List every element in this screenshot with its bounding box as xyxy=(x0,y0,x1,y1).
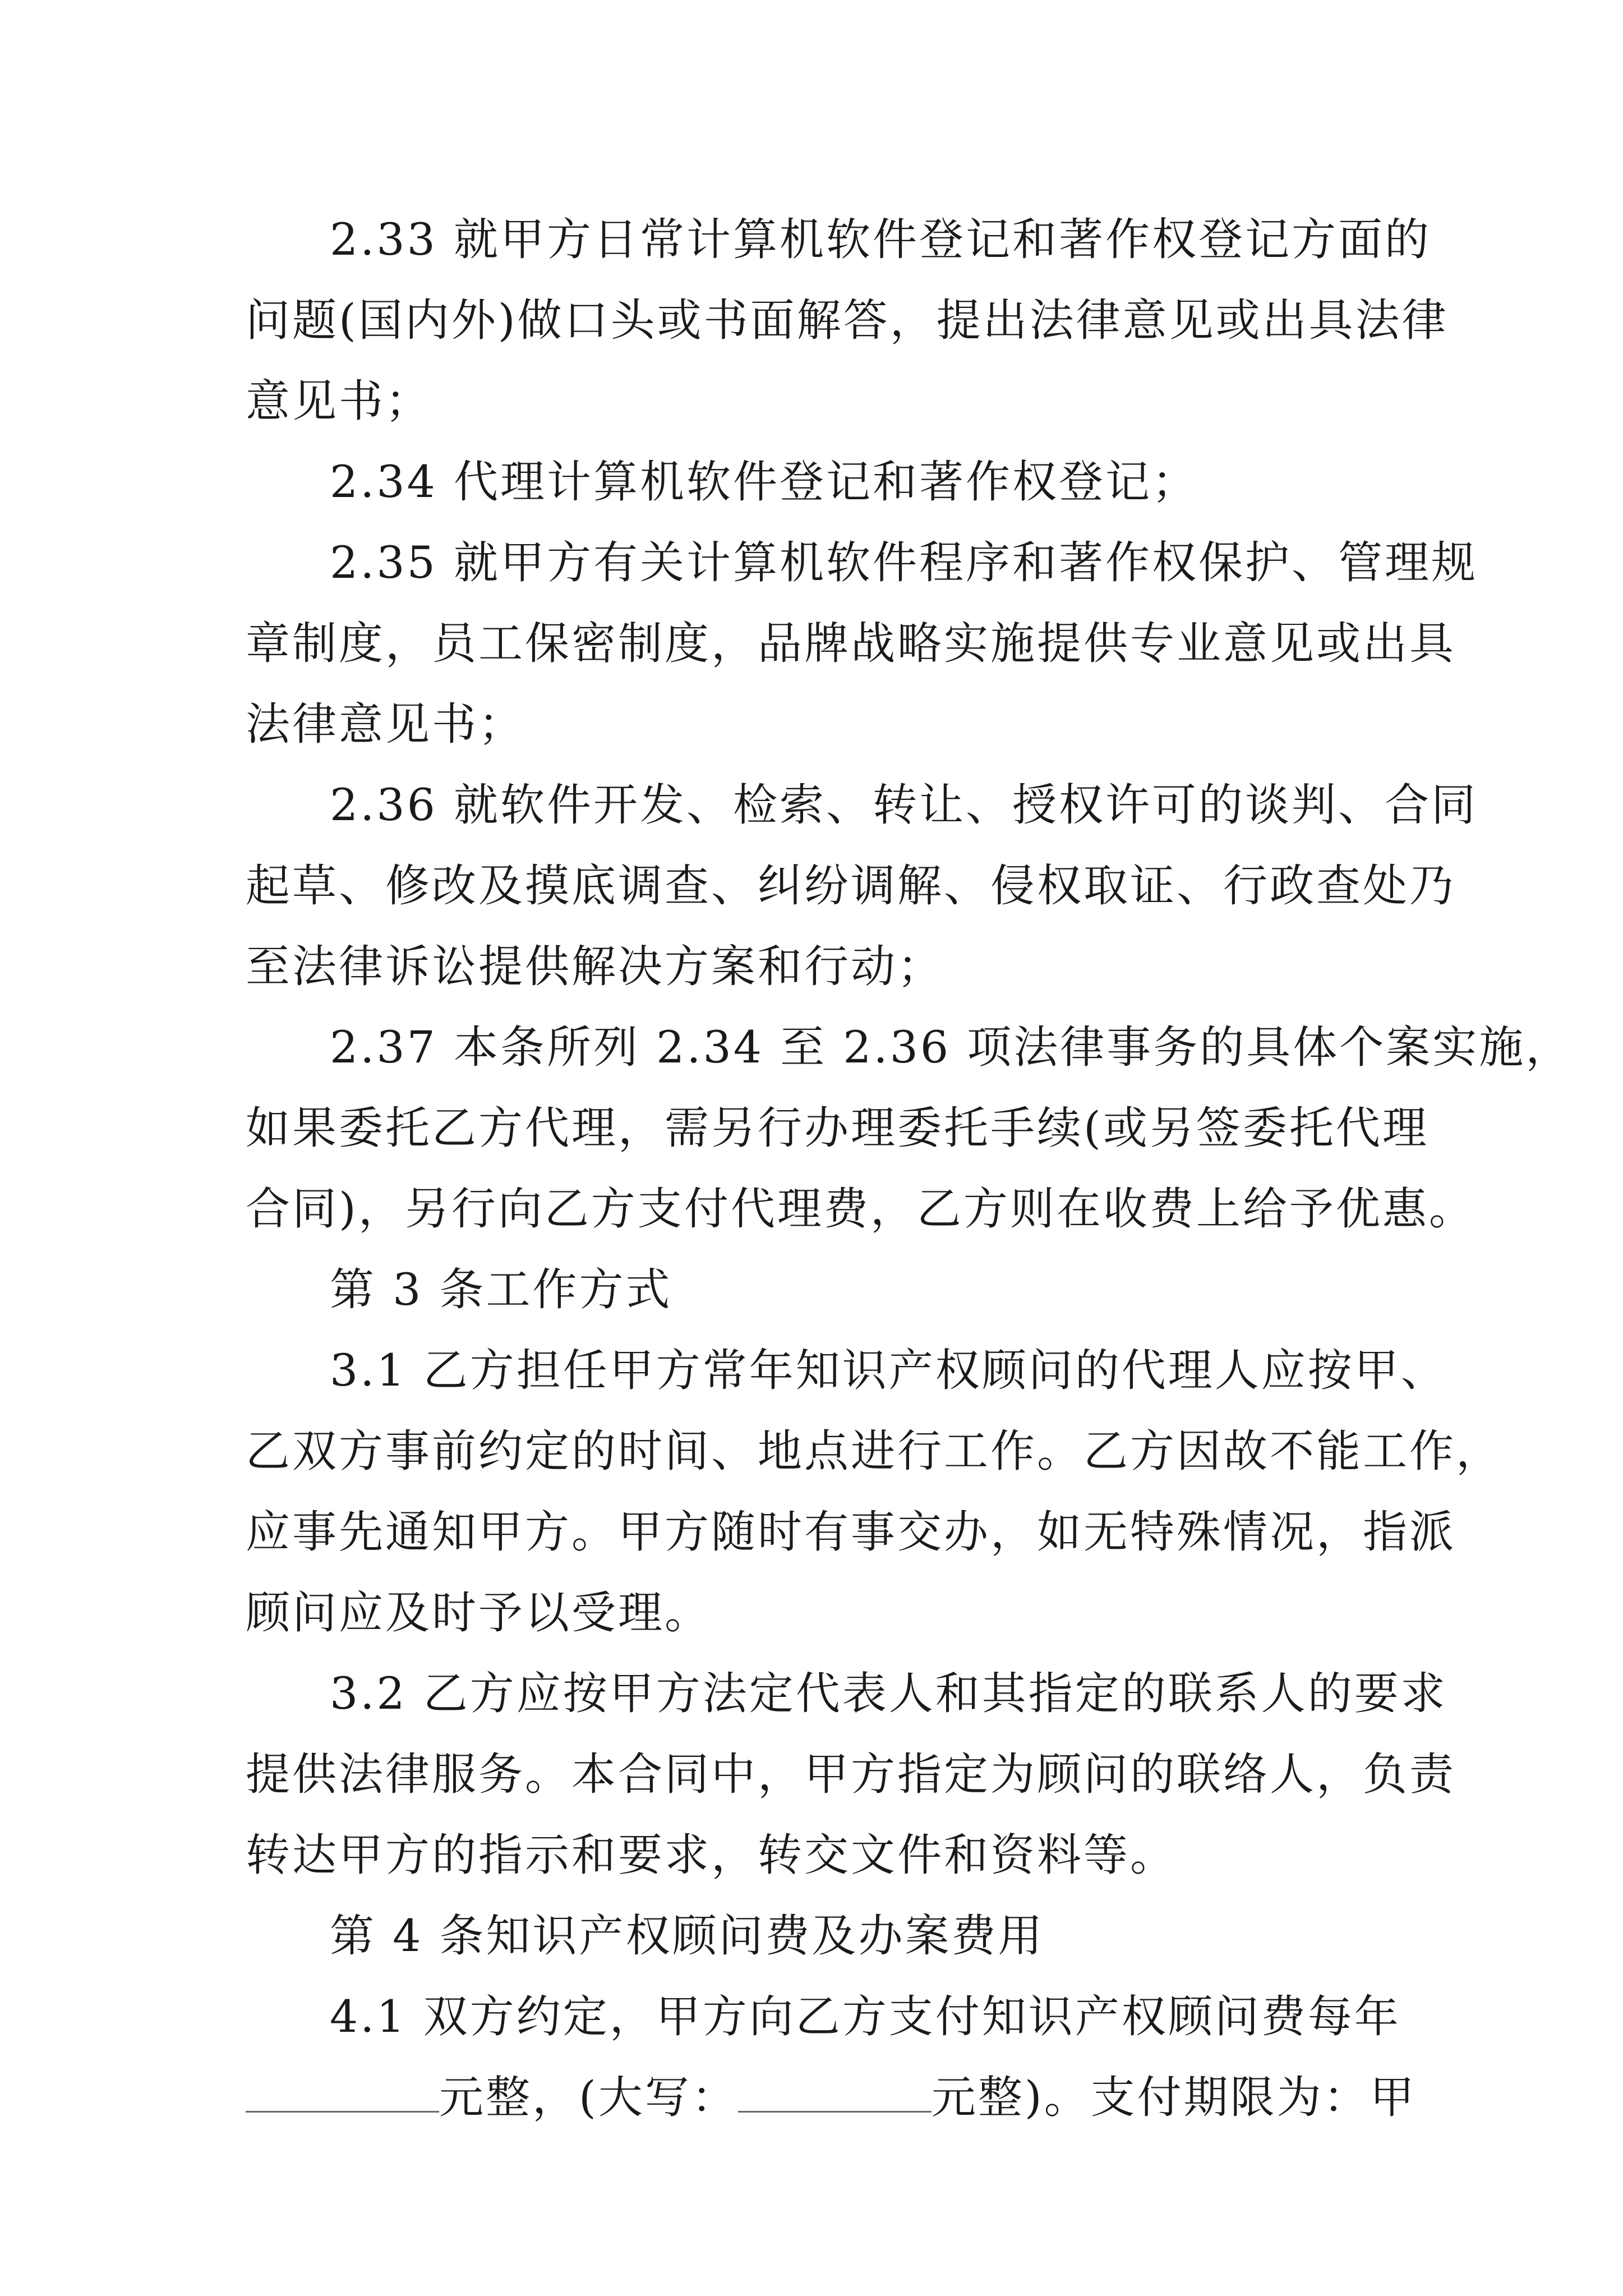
text-line: 第 4 条知识产权顾问费及办案费用 xyxy=(330,1910,1045,1962)
paragraph-p234 xyxy=(246,441,1390,522)
fee-amount-uppercase-blank xyxy=(738,2072,932,2113)
text-line: 2.36 就软件开发、检索、转让、授权许可的谈判、合同 xyxy=(330,779,1478,831)
paragraph-p236 xyxy=(246,765,1478,1007)
paragraph-p235 xyxy=(246,522,1478,765)
fee-line xyxy=(246,2057,1417,2138)
text-line: 意见书； xyxy=(246,375,432,427)
fee-text-part1: 元整，(大写： xyxy=(439,2072,738,2123)
paragraph-p32 xyxy=(246,1653,1456,1895)
paragraph-p233 xyxy=(246,199,1449,441)
text-line: 合同)，另行向乙方支付代理费，乙方则在收费上给予优惠。 xyxy=(246,1183,1476,1235)
text-line: 2.35 就甲方有关计算机软件程序和著作权保护、管理规 xyxy=(330,537,1478,588)
text-line: 提供法律服务。本合同中，甲方指定为顾问的联络人，负责 xyxy=(246,1749,1456,1800)
text-line: 第 3 条工作方式 xyxy=(330,1264,672,1315)
text-line: 章制度，员工保密制度，品牌战略实施提供专业意见或出具 xyxy=(246,618,1456,669)
text-line: 3.1 乙方担任甲方常年知识产权顾问的代理人应按甲、 xyxy=(330,1345,1447,1396)
text-line: 2.33 就甲方日常计算机软件登记和著作权登记方面的 xyxy=(330,214,1432,265)
text-line: 乙双方事前约定的时间、地点进行工作。乙方因故不能工作， xyxy=(246,1425,1502,1477)
fee-text-part2: 元整)。支付期限为：甲 xyxy=(931,2072,1417,2123)
text-line: 顾问应及时予以受理。 xyxy=(246,1587,711,1639)
text-line: 法律意见书； xyxy=(246,698,525,750)
paragraph-p237 xyxy=(246,1007,1573,1249)
paragraph-art4 xyxy=(246,1895,1390,1976)
document-body xyxy=(246,199,1573,2138)
text-line: 至法律诉讼提供解决方案和行动； xyxy=(246,941,944,992)
text-line: 4.1 双方约定，甲方向乙方支付知识产权顾问费每年 xyxy=(330,1991,1401,2042)
paragraph-art3 xyxy=(246,1249,1390,1330)
paragraph-container xyxy=(246,199,1573,2057)
fee-amount-blank xyxy=(246,2072,439,2113)
text-line: 2.37 本条所列 2.34 至 2.36 项法律事务的具体个案实施， xyxy=(330,1022,1573,1073)
text-line: 3.2 乙方应按甲方法定代表人和其指定的联系人的要求 xyxy=(330,1668,1447,1719)
text-line: 2.34 代理计算机软件登记和著作权登记； xyxy=(330,456,1199,508)
paragraph-p41 xyxy=(246,1976,1401,2057)
text-line: 转达甲方的指示和要求，转交文件和资料等。 xyxy=(246,1829,1177,1881)
paragraph-p31 xyxy=(246,1330,1502,1653)
text-line: 应事先通知甲方。甲方随时有事交办，如无特殊情况，指派 xyxy=(246,1506,1456,1558)
text-line: 起草、修改及摸底调查、纠纷调解、侵权取证、行政查处乃 xyxy=(246,860,1456,912)
text-line: 如果委托乙方代理，需另行办理委托手续(或另签委托代理 xyxy=(246,1102,1429,1154)
text-line: 问题(国内外)做口头或书面解答，提出法律意见或出具法律 xyxy=(246,295,1449,346)
